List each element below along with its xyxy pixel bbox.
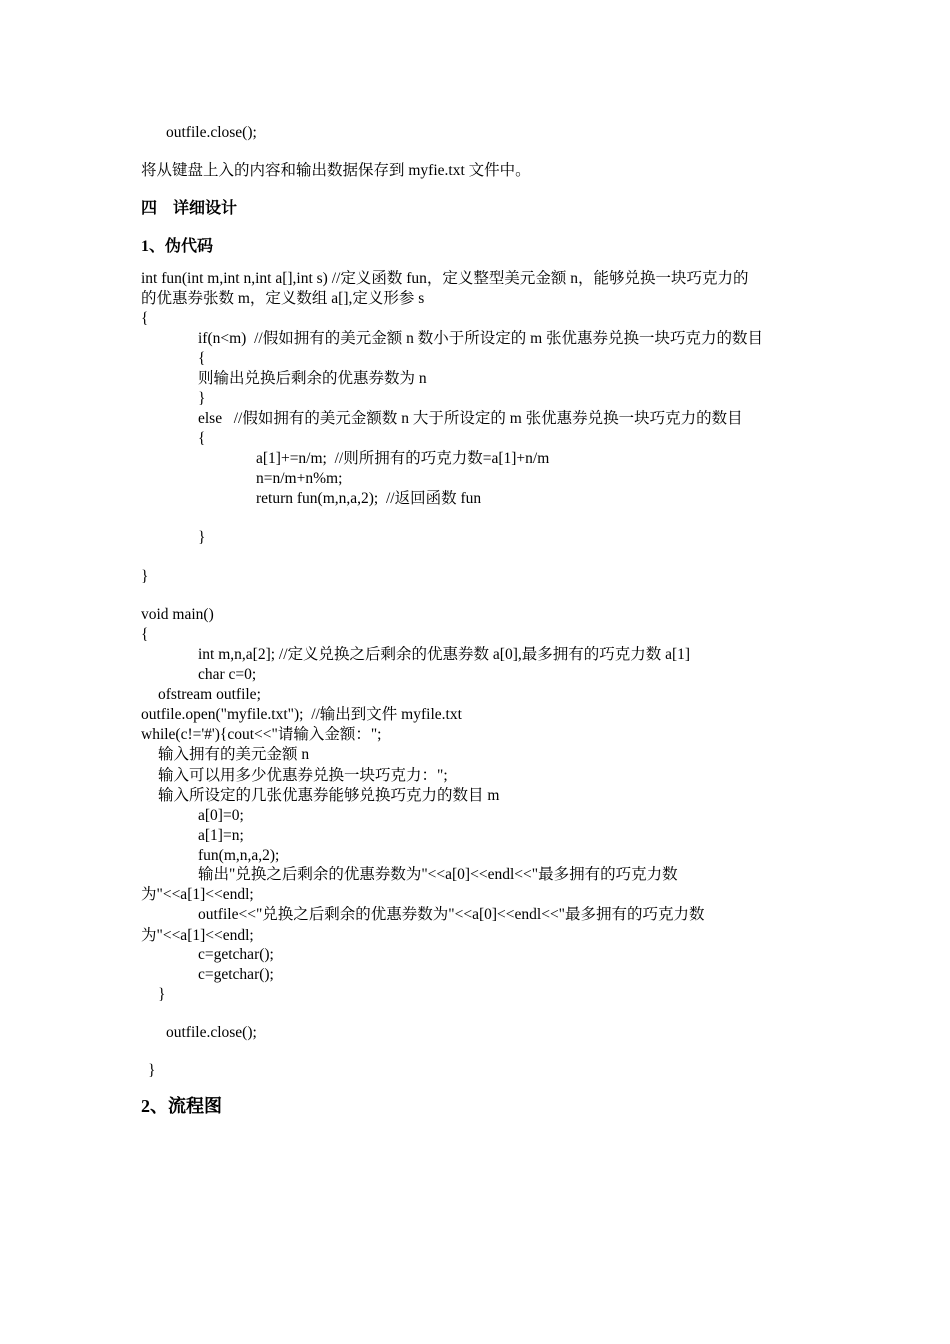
code-line: outfile.close();	[166, 1024, 257, 1041]
code-line: c=getchar();	[198, 946, 274, 963]
code-line: {	[198, 430, 206, 447]
code-line: 则输出兑换后剩余的优惠券数为 n	[198, 370, 427, 387]
section-heading-detailed-design: 四 详细设计	[141, 200, 238, 217]
code-line: a[1]+=n/m; //则所拥有的巧克力数=a[1]+n/m	[256, 450, 550, 467]
code-line: 输入拥有的美元金额 n	[158, 746, 310, 763]
code-line: char c=0;	[198, 666, 257, 683]
code-line: 为"<<a[1]<<endl;	[141, 927, 254, 944]
code-line: 输出"兑换之后剩余的优惠券数为"<<a[0]<<endl<<"最多拥有的巧克力数	[198, 866, 678, 883]
close-statement-intro: outfile.close();	[166, 124, 257, 141]
code-line: outfile.open("myfile.txt"); //输出到文件 myfile.txt	[141, 706, 462, 723]
section-heading-pseudocode: 1、伪代码	[141, 238, 214, 255]
code-line: int fun(int m,int n,int a[],int s) //定义函数 fun，定义整型美元金额 n，能够兑换一块巧克力的	[141, 270, 749, 287]
code-line: else //假如拥有的美元金额数 n 大于所设定的 m 张优惠券兑换一块巧克力的数目	[198, 410, 743, 427]
code-line: {	[141, 626, 149, 643]
code-line: outfile<<"兑换之后剩余的优惠券数为"<<a[0]<<endl<<"最多拥有的巧克力数	[198, 906, 705, 923]
save-note: 将从键盘上入的内容和输出数据保存到 myfie.txt 文件中。	[141, 162, 531, 179]
code-line: 输入所设定的几张优惠券能够兑换巧克力的数目 m	[158, 787, 500, 804]
code-line: while(c!='#'){cout<<"请输入金额：";	[141, 726, 382, 743]
code-line: if(n<m) //假如拥有的美元金额 n 数小于所设定的 m 张优惠券兑换一块巧克力的数目	[198, 330, 764, 347]
code-line: }	[148, 1062, 156, 1079]
code-line: }	[198, 529, 206, 546]
code-line: }	[198, 390, 206, 407]
code-line: 的优惠券张数 m，定义数组 a[],定义形参 s	[141, 290, 425, 307]
code-line: int m,n,a[2]; //定义兑换之后剩余的优惠券数 a[0],最多拥有的巧克力数 a[1]	[198, 646, 691, 663]
code-line: }	[158, 986, 166, 1003]
code-line: 为"<<a[1]<<endl;	[141, 886, 254, 903]
code-line: c=getchar();	[198, 966, 274, 983]
code-line: {	[198, 350, 206, 367]
code-line: ofstream outfile;	[158, 686, 261, 703]
code-line: n=n/m+n%m;	[256, 470, 343, 487]
code-line: fun(m,n,a,2);	[198, 847, 280, 864]
section-heading-flowchart: 2、流程图	[141, 1096, 222, 1116]
code-line: a[0]=0;	[198, 807, 244, 824]
code-line: 输入可以用多少优惠券兑换一块巧克力：";	[158, 767, 448, 784]
code-line: a[1]=n;	[198, 827, 244, 844]
code-line: void main()	[141, 606, 214, 623]
code-line: return fun(m,n,a,2); //返回函数 fun	[256, 490, 482, 507]
code-line: }	[141, 568, 149, 585]
code-line: {	[141, 310, 149, 327]
